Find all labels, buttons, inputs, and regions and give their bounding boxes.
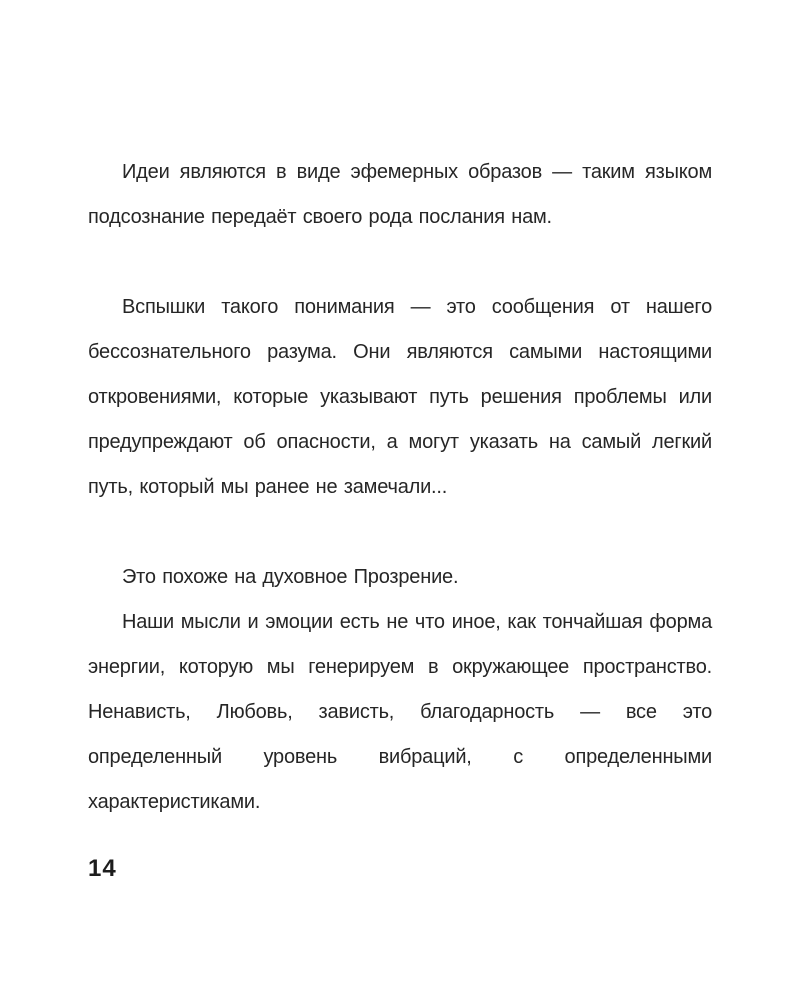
paragraph-flashes: Вспышки такого понимания — это сообщения от нашего бессознательного разума. Они являются самыми настоящими откровениями, которые указывают путь решения проблемы или предупреждают об опасности, а могут указать на самый легкий путь, который мы ранее не замечали... [88, 296, 712, 498]
paragraph-ideas: Идеи являются в виде эфемерных образов — таким языком подсознание передаёт своего рода послания нам. [88, 161, 712, 228]
paragraph-thoughts-energy: Наши мысли и эмоции есть не что иное, как тончайшая форма энергии, которую мы генерируем в окружающее пространство. Ненависть, Любовь, зависть, благодарность — все это определенный уровень вибраций, с определенными характеристиками. [88, 611, 712, 813]
paragraph-insight: Это похоже на духовное Прозрение. [122, 566, 459, 588]
page-number: 14 [88, 855, 117, 882]
